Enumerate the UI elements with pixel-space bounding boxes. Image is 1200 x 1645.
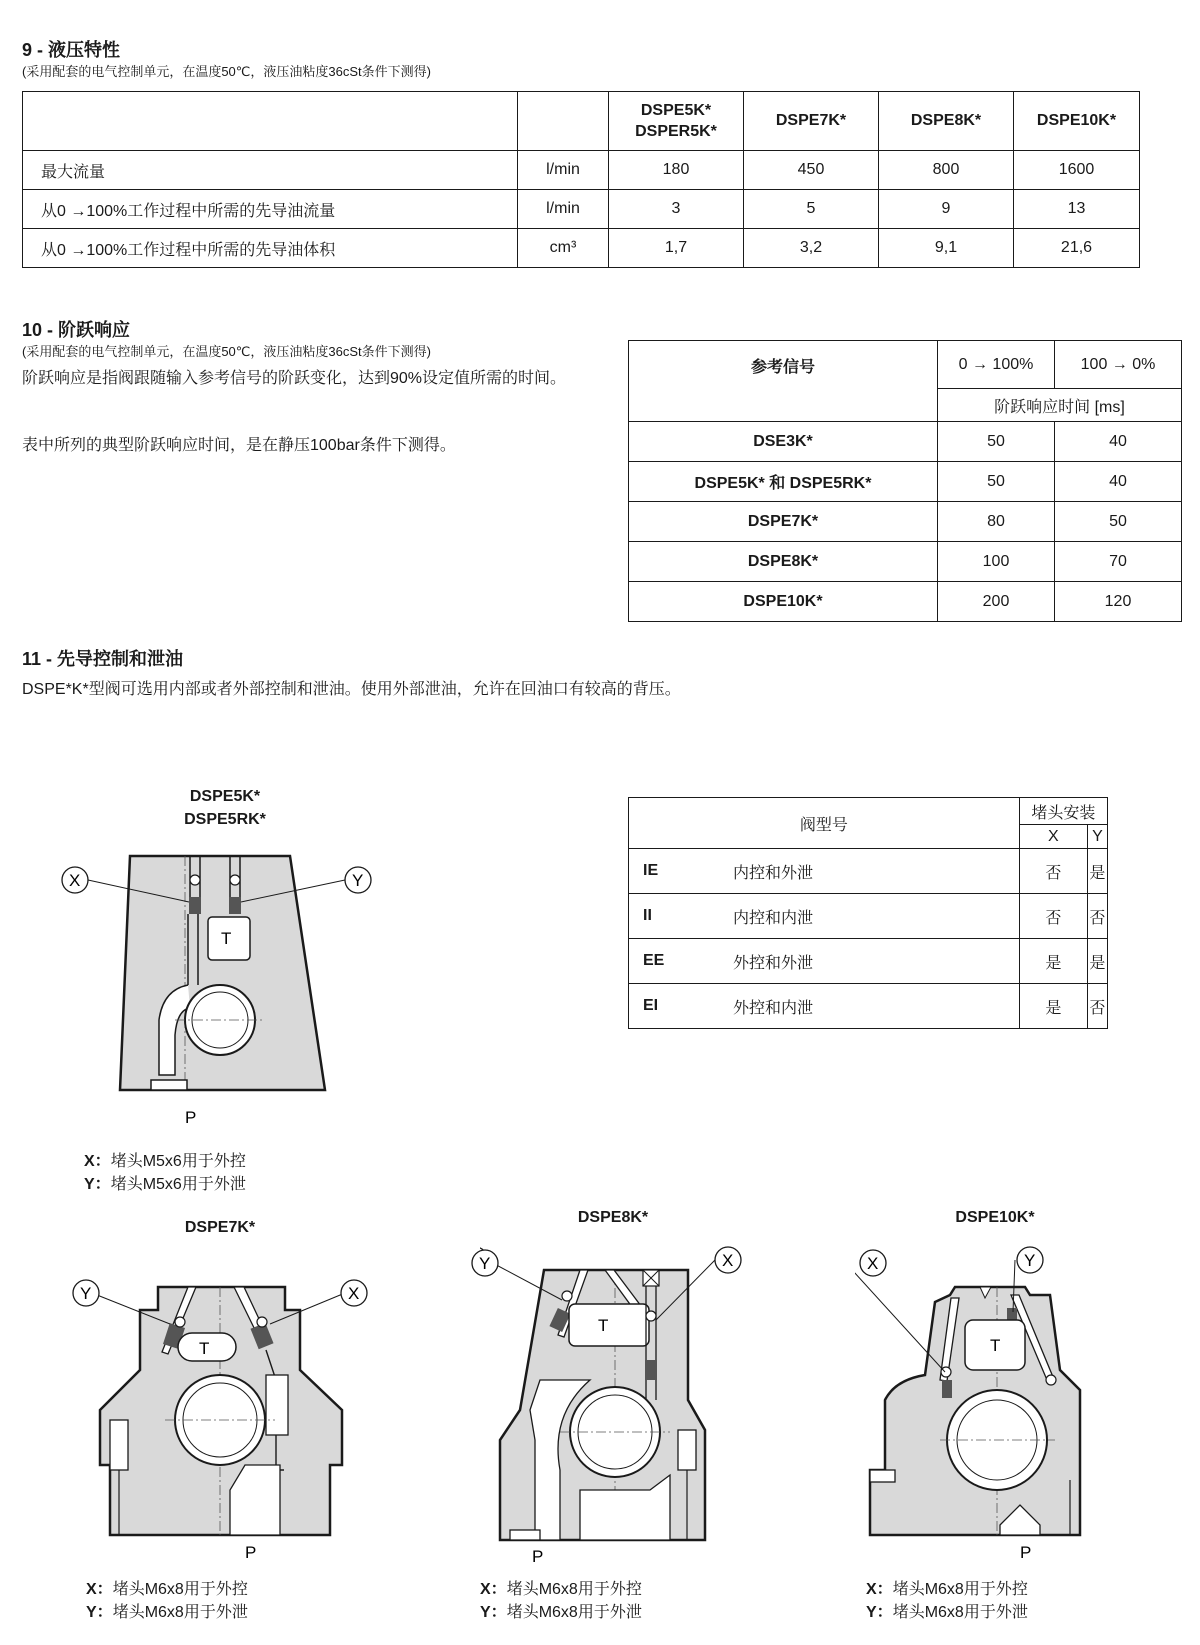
table-row: 从0 →100%工作过程中所需的先导油流量 l/min 3 5 9 13 — [23, 190, 1140, 229]
table-row: DSPE10K* 200 120 — [629, 582, 1182, 622]
diagram-dspe10k-x-marker — [858, 1248, 888, 1278]
port-y-label: Y — [479, 1254, 491, 1273]
step-response-table — [628, 340, 1182, 622]
section-10-para2: 表中所列的典型阶跃响应时间，是在静压100bar条件下测得。 — [22, 437, 456, 454]
port-p-label: P — [532, 1547, 544, 1566]
table-row: DSPE7K* 80 50 — [629, 502, 1182, 542]
header-y: Y — [1087, 825, 1107, 849]
table-row: 从0 →100%工作过程中所需的先导油体积 cm³ 1,7 3,2 9,1 21,6 — [23, 229, 1140, 268]
port-p-label: P — [245, 1543, 257, 1562]
port-y-label: Y — [352, 871, 364, 890]
diagram-dspe10k-caption: X：堵头M6x8用于外控 Y：堵头M6x8用于外泄 — [866, 1581, 1028, 1621]
diagram-dspe8k-title: DSPE8K* — [577, 1209, 649, 1226]
section-11-title: 11 - 先导控制和泄油 — [22, 649, 184, 669]
header-100-0: 100 → 0% — [1055, 341, 1182, 389]
header-plug-installation: 堵头安装 — [1019, 798, 1107, 825]
port-t-label: T — [199, 1339, 210, 1358]
table-row: EE 外控和外泄 是 是 — [629, 939, 1108, 984]
section-10-note: (采用配套的电气控制单元，在温度50℃，液压油粘度36cSt条件下测得) — [22, 344, 431, 359]
hydraulic-characteristics-table — [22, 91, 1140, 268]
port-t-label: T — [598, 1316, 609, 1335]
header-step-response-time: 阶跃响应时间 [ms] — [938, 389, 1182, 422]
port-p-label: P — [1020, 1543, 1032, 1562]
table-row: DSPE5K* 和 DSPE5RK* 50 40 — [629, 462, 1182, 502]
plug-installation-table — [628, 797, 1108, 1029]
port-x-label: X — [867, 1254, 879, 1273]
section-9-title: 9 - 液压特性 — [22, 40, 121, 60]
diagram-dspe7k-caption: X：堵头M6x8用于外控 Y：堵头M6x8用于外泄 — [86, 1581, 248, 1621]
table-row: II 内控和内泄 否 否 — [629, 894, 1108, 939]
section-9-note: (采用配套的电气控制单元，在温度50℃，液压油粘度36cSt条件下测得) — [22, 64, 431, 79]
diagram-dspe10k — [855, 1240, 1155, 1570]
col-header-dspe10k: DSPE10K* — [1014, 92, 1140, 151]
diagram-dspe8k — [480, 1240, 770, 1570]
port-x-label: X — [69, 871, 81, 890]
header-reference-signal: 参考信号 — [629, 341, 938, 422]
port-x-label: X — [722, 1251, 734, 1270]
port-t-label: T — [221, 929, 232, 948]
port-p-label: P — [185, 1108, 197, 1127]
port-x-label: X — [348, 1284, 360, 1303]
table-row: DSE3K* 50 40 — [629, 422, 1182, 462]
diagram-dspe7k — [70, 1270, 390, 1570]
diagram-dspe5k-title: DSPE5K* DSPE5RK* — [184, 788, 266, 828]
diagram-dspe5k — [55, 840, 395, 1140]
diagram-dspe7k-title: DSPE7K* — [184, 1219, 256, 1236]
diagram-dspe8k-caption: X：堵头M6x8用于外控 Y：堵头M6x8用于外泄 — [480, 1581, 642, 1621]
header-0-100: 0 → 100% — [938, 341, 1055, 389]
col-header-dspe7k: DSPE7K* — [744, 92, 879, 151]
port-y-label: Y — [80, 1284, 92, 1303]
section-11-para: DSPE*K*型阀可选用内部或者外部控制和泄油。使用外部泄油，允许在回油口有较高的背压。 — [22, 681, 681, 698]
table-row: DSPE8K* 100 70 — [629, 542, 1182, 582]
table-row: EI 外控和内泄 是 否 — [629, 984, 1108, 1029]
col-header-dspe5k: DSPE5K* DSPER5K* — [609, 92, 744, 151]
section-10-para1: 阶跃响应是指阀跟随输入参考信号的阶跃变化，达到90%设定值所需的时间。 — [22, 370, 567, 387]
header-x: X — [1019, 825, 1087, 849]
section-10-title: 10 - 阶跃响应 — [22, 320, 131, 340]
diagram-dspe8k-y-marker — [470, 1248, 500, 1278]
diagram-dspe10k-title: DSPE10K* — [955, 1209, 1035, 1226]
table-row: IE 内控和外泄 否 是 — [629, 849, 1108, 894]
diagram-dspe5k-caption: X：堵头M5x6用于外控 Y：堵头M5x6用于外泄 — [84, 1153, 246, 1193]
col-header-dspe8k: DSPE8K* — [879, 92, 1014, 151]
port-t-label: T — [990, 1336, 1001, 1355]
table-row: 最大流量 l/min 180 450 800 1600 — [23, 151, 1140, 190]
port-y-label: Y — [1024, 1251, 1036, 1270]
header-valve-model: 阀型号 — [629, 798, 1020, 849]
